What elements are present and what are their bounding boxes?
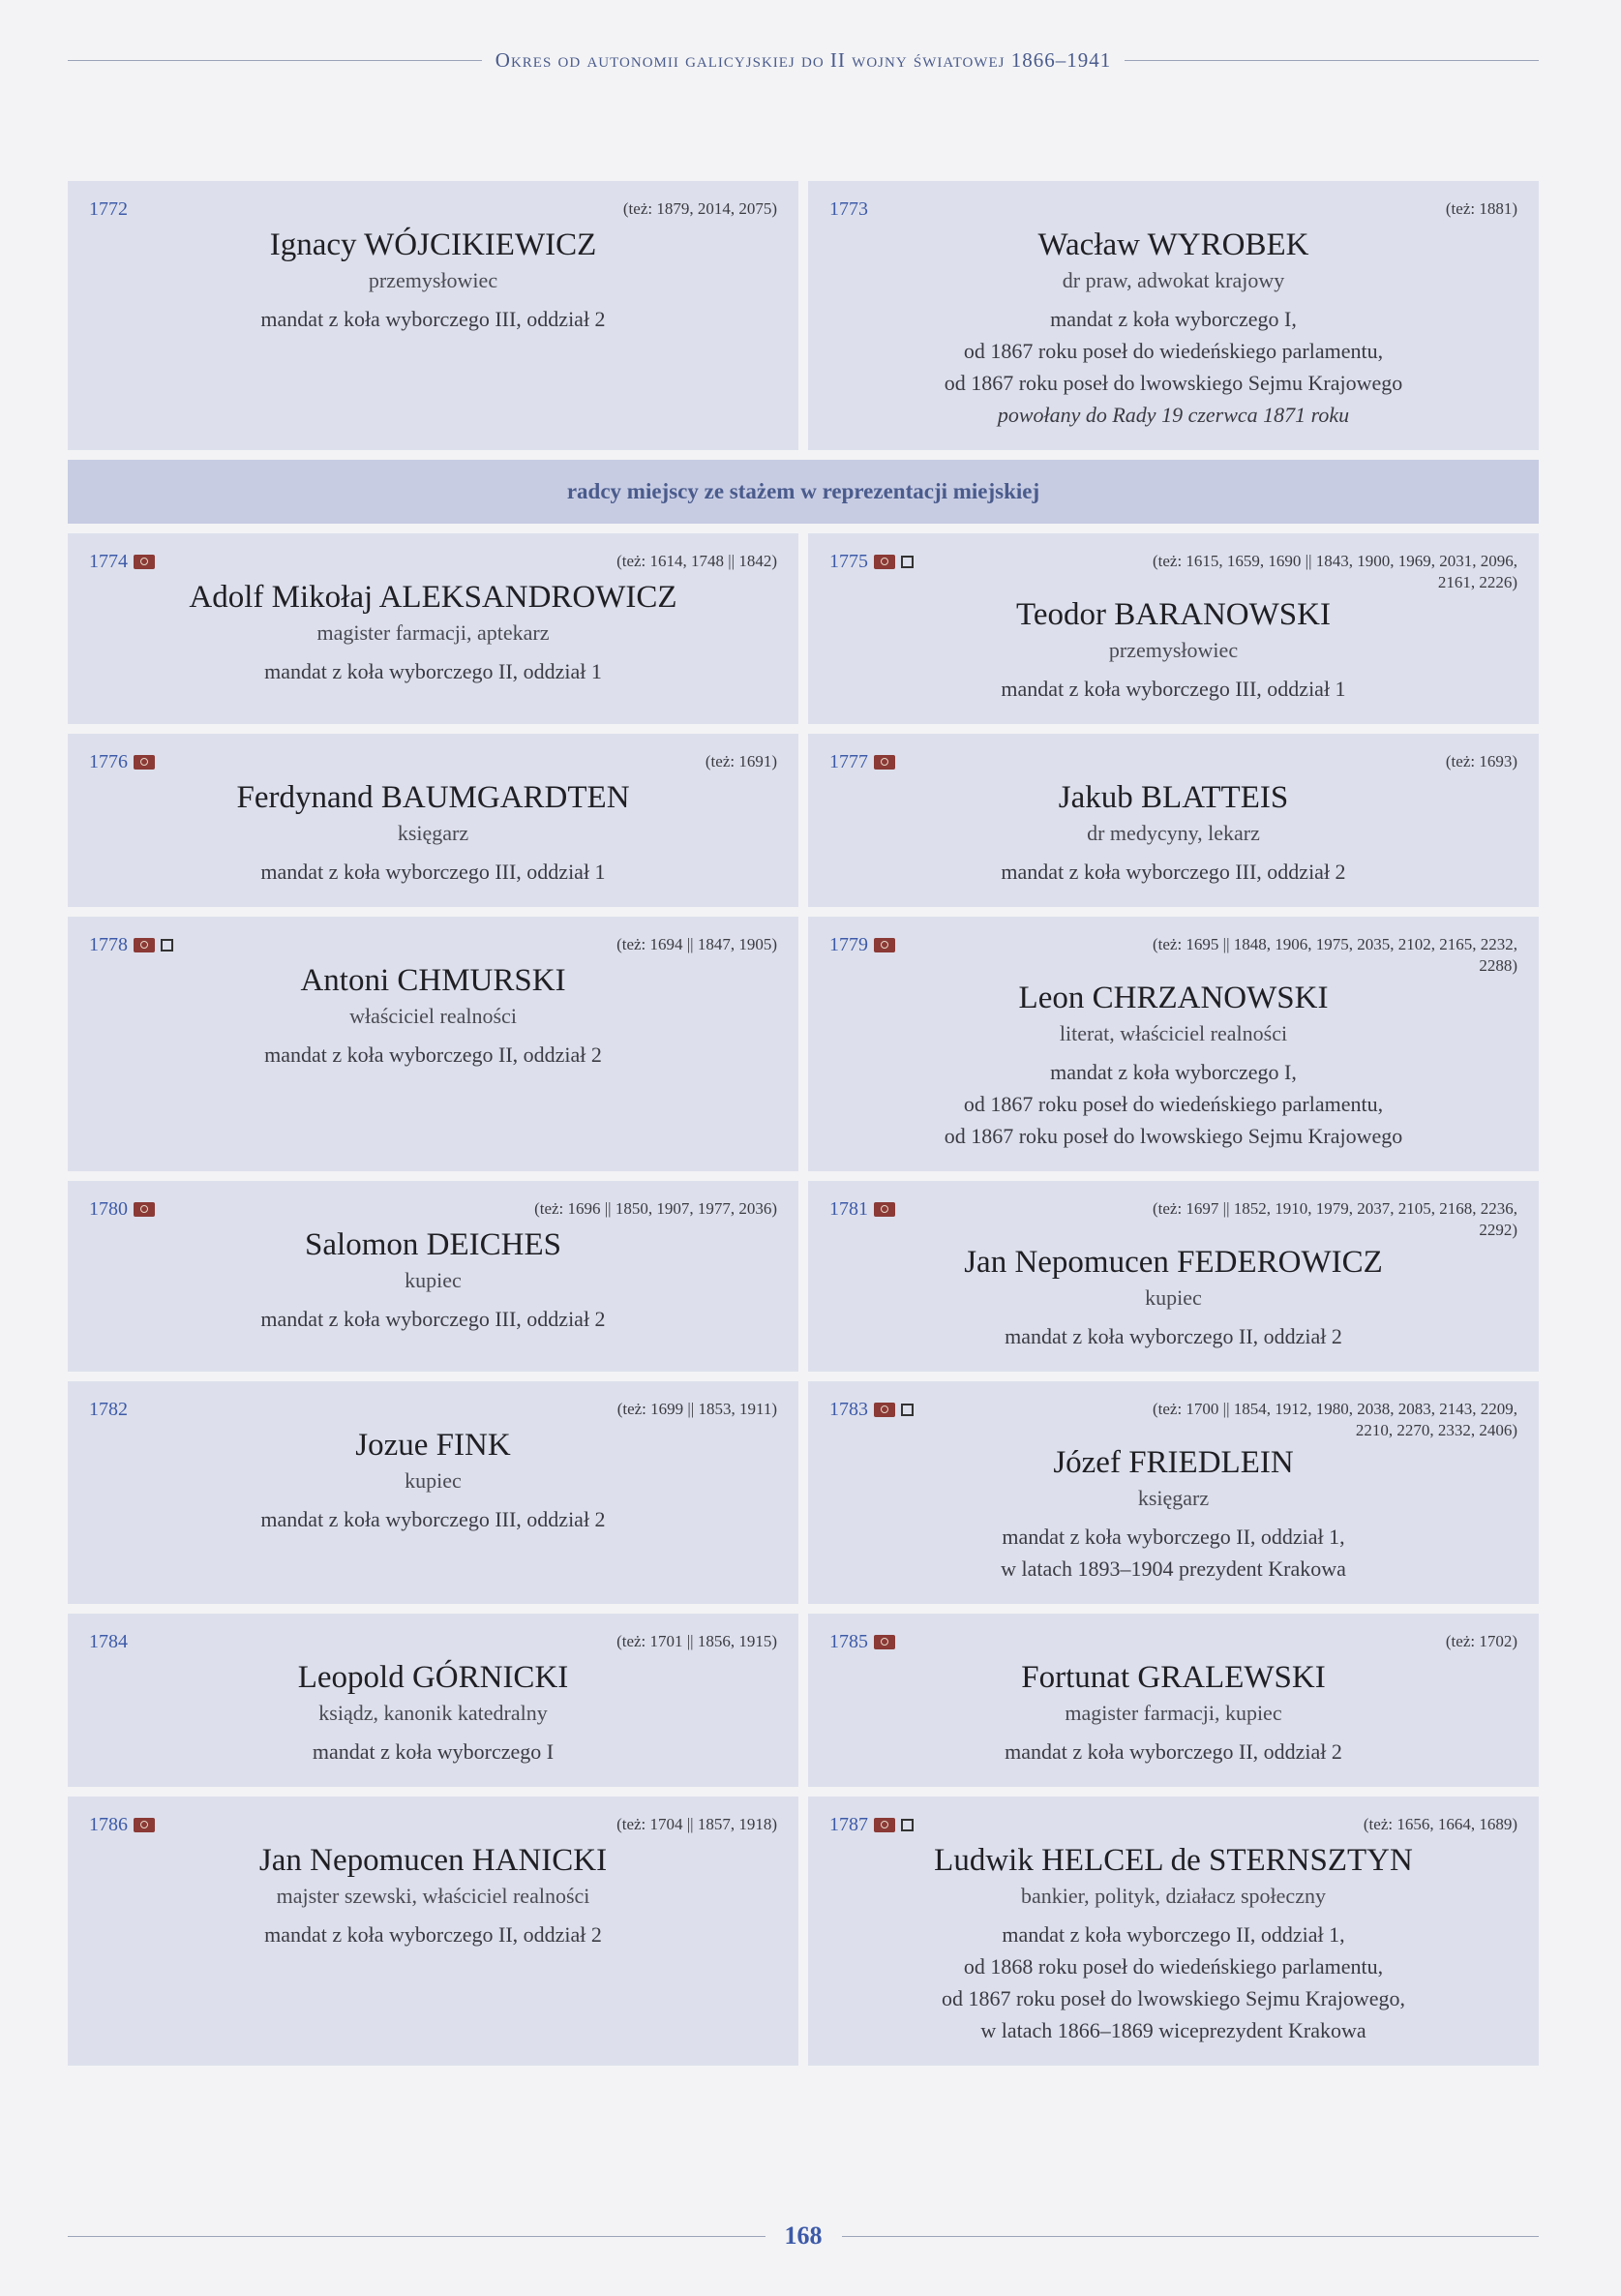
section-title: radcy miejscy ze stażem w reprezentacji miejskiej bbox=[68, 460, 1539, 524]
mandate-line: mandat z koła wyborczego III, oddział 1 bbox=[260, 860, 606, 884]
entry-number-group bbox=[829, 1814, 914, 1836]
person-name: Leopold GÓRNICKI bbox=[297, 1660, 569, 1696]
mandate-line: mandat z koła wyborczego II, oddział 2 bbox=[1005, 1739, 1342, 1765]
mandate-line: mandat z koła wyborczego II, oddział 1, bbox=[1002, 1922, 1345, 1948]
entry-row bbox=[68, 734, 1539, 907]
mandate-line: od 1867 roku poseł do wiedeńskiego parlamentu, bbox=[963, 338, 1384, 363]
mandate-block bbox=[89, 1303, 777, 1335]
entry-card bbox=[68, 734, 798, 907]
entry-number-group bbox=[829, 551, 914, 573]
camera-icon bbox=[874, 938, 895, 952]
person-name: Jan Nepomucen HANICKI bbox=[258, 1843, 608, 1879]
entry-number-group bbox=[89, 1631, 128, 1653]
mandate-line: mandat z koła wyborczego II, oddział 2 bbox=[264, 1042, 602, 1067]
entry-header bbox=[89, 934, 777, 959]
mandate-block bbox=[89, 655, 777, 687]
entry-header bbox=[89, 751, 777, 776]
entry-card bbox=[808, 1797, 1539, 2066]
entry-card bbox=[68, 1797, 798, 2066]
entry-number-group bbox=[829, 198, 868, 221]
checkbox-square-icon bbox=[901, 1819, 914, 1831]
cross-reference: (też: 1615, 1659, 1690 || 1843, 1900, 1969, 2031, 2096, 2161, 2226) bbox=[1152, 551, 1517, 592]
mandate-block bbox=[89, 303, 777, 335]
entry-number-group bbox=[89, 551, 155, 573]
entry-card bbox=[808, 1614, 1539, 1787]
running-header bbox=[68, 41, 1539, 79]
occupation: majster szewski, właściciel realności bbox=[276, 1884, 590, 1909]
cross-reference: (też: 1695 || 1848, 1906, 1975, 2035, 2102, 2165, 2232, 2288) bbox=[1152, 935, 1517, 976]
entry-number: 1785 bbox=[829, 1631, 868, 1653]
entry-card bbox=[808, 1181, 1539, 1372]
camera-icon bbox=[874, 1818, 895, 1832]
entry-card bbox=[68, 533, 798, 724]
entry-header bbox=[829, 1814, 1517, 1839]
camera-icon bbox=[134, 755, 155, 770]
mandate-block bbox=[829, 1918, 1517, 2046]
occupation: literat, właściciel realności bbox=[1059, 1021, 1288, 1046]
entry-header bbox=[89, 551, 777, 576]
mandate-line: mandat z koła wyborczego III, oddział 2 bbox=[1001, 860, 1346, 884]
camera-icon bbox=[874, 1635, 895, 1649]
person-name: Fortunat GRALEWSKI bbox=[1021, 1660, 1326, 1696]
mandate-line: mandat z koła wyborczego I, bbox=[1050, 1060, 1297, 1085]
entry-card bbox=[68, 1614, 798, 1787]
entry-header bbox=[829, 1399, 1517, 1441]
entry-number: 1776 bbox=[89, 751, 128, 773]
entry-row bbox=[68, 1614, 1539, 1787]
person-name: Salomon DEICHES bbox=[305, 1227, 561, 1263]
entry-number-group bbox=[89, 198, 128, 221]
mandate-line: mandat z koła wyborczego I, bbox=[1050, 306, 1297, 331]
person-name: Józef FRIEDLEIN bbox=[1053, 1445, 1294, 1481]
entry-card bbox=[68, 917, 798, 1171]
occupation: kupiec bbox=[405, 1468, 462, 1494]
cross-reference: (też: 1691) bbox=[705, 752, 777, 771]
entry-rows bbox=[68, 533, 1539, 2066]
mandate-line: mandat z koła wyborczego II, oddział 2 bbox=[1005, 1324, 1342, 1349]
mandate-line: od 1868 roku poseł do wiedeńskiego parlamentu, bbox=[963, 1954, 1384, 1979]
mandate-block bbox=[829, 673, 1517, 705]
cross-reference: (też: 1704 || 1857, 1918) bbox=[616, 1815, 777, 1834]
entry-header bbox=[89, 1399, 777, 1424]
entry-card bbox=[808, 533, 1539, 724]
entry-card bbox=[68, 181, 798, 450]
entry-number-group bbox=[829, 1198, 895, 1221]
entry-header bbox=[89, 1814, 777, 1839]
header-rule-left bbox=[68, 60, 482, 61]
camera-icon bbox=[874, 1202, 895, 1217]
cross-reference: (też: 1694 || 1847, 1905) bbox=[616, 935, 777, 953]
mandate-block bbox=[829, 856, 1517, 888]
cross-reference: (też: 1697 || 1852, 1910, 1979, 2037, 2105, 2168, 2236, 2292) bbox=[1152, 1199, 1517, 1240]
entry-header bbox=[89, 1198, 777, 1224]
entry-number: 1778 bbox=[89, 934, 128, 955]
person-name: Jozue FINK bbox=[355, 1428, 511, 1464]
cross-reference: (też: 1881) bbox=[1445, 199, 1517, 218]
mandate-block bbox=[829, 1736, 1517, 1767]
entry-header bbox=[89, 1631, 777, 1656]
camera-icon bbox=[874, 555, 895, 569]
entry-number: 1779 bbox=[829, 934, 868, 955]
person-name: Teodor BARANOWSKI bbox=[1016, 597, 1331, 633]
entry-header bbox=[829, 198, 1517, 224]
camera-icon bbox=[134, 938, 155, 952]
mandate-line: od 1867 roku poseł do lwowskiego Sejmu Krajowego bbox=[944, 370, 1403, 395]
person-name: Ignacy WÓJCIKIEWICZ bbox=[269, 227, 597, 262]
entry-number: 1786 bbox=[89, 1814, 128, 1836]
entry-number: 1787 bbox=[829, 1814, 868, 1836]
mandate-block bbox=[829, 1320, 1517, 1352]
entry-number: 1782 bbox=[89, 1399, 128, 1421]
cross-reference: (też: 1696 || 1850, 1907, 1977, 2036) bbox=[534, 1199, 777, 1219]
entry-number: 1773 bbox=[829, 198, 868, 220]
mandate-line: mandat z koła wyborczego III, oddział 2 bbox=[260, 1507, 606, 1532]
checkbox-square-icon bbox=[901, 556, 914, 568]
entry-number-group bbox=[89, 1814, 155, 1836]
entry-header bbox=[829, 1198, 1517, 1241]
mandate-line: mandat z koła wyborczego I bbox=[312, 1739, 555, 1765]
mandate-block bbox=[89, 1039, 777, 1071]
entry-number-group bbox=[829, 934, 895, 956]
mandate-block bbox=[89, 1918, 777, 1950]
entry-number: 1784 bbox=[89, 1631, 128, 1653]
mandate-block bbox=[829, 1521, 1517, 1585]
entry-number-group bbox=[89, 934, 173, 956]
entry-number: 1772 bbox=[89, 198, 128, 220]
occupation: przemysłowiec bbox=[1108, 638, 1239, 663]
entry-row bbox=[68, 1381, 1539, 1604]
entry-card bbox=[808, 917, 1539, 1171]
occupation: magister farmacji, kupiec bbox=[1065, 1701, 1282, 1726]
entry-card bbox=[68, 1381, 798, 1604]
entry-header bbox=[829, 934, 1517, 977]
checkbox-square-icon bbox=[161, 939, 173, 952]
mandate-block bbox=[89, 856, 777, 888]
person-name: Jan Nepomucen FEDEROWICZ bbox=[964, 1245, 1383, 1281]
entry-card bbox=[808, 1381, 1539, 1604]
checkbox-square-icon bbox=[901, 1404, 914, 1416]
person-name: Antoni CHMURSKI bbox=[300, 963, 566, 998]
mandate-line: mandat z koła wyborczego II, oddział 1, bbox=[1002, 1525, 1345, 1550]
occupation: kupiec bbox=[405, 1268, 462, 1293]
occupation: dr medycyny, lekarz bbox=[1087, 821, 1260, 845]
camera-icon bbox=[134, 1202, 155, 1217]
entry-header bbox=[829, 551, 1517, 593]
person-name: Ludwik HELCEL de STERNSZTYN bbox=[934, 1843, 1413, 1879]
mandate-block bbox=[89, 1503, 777, 1535]
mandate-line: od 1867 roku poseł do wiedeńskiego parlamentu, bbox=[963, 1092, 1384, 1117]
person-name: Wacław WYROBEK bbox=[1037, 227, 1309, 262]
cross-reference: (też: 1693) bbox=[1445, 752, 1517, 771]
entry-number-group bbox=[829, 751, 895, 773]
person-name: Ferdynand BAUMGARDTEN bbox=[236, 780, 630, 816]
entry-card bbox=[808, 181, 1539, 450]
page-number: 168 bbox=[784, 2221, 823, 2250]
cross-reference: (też: 1701 || 1856, 1915) bbox=[616, 1632, 777, 1651]
mandate-line: mandat z koła wyborczego III, oddział 2 bbox=[260, 1307, 606, 1332]
entry-number: 1780 bbox=[89, 1198, 128, 1221]
mandate-line: mandat z koła wyborczego II, oddział 2 bbox=[264, 1922, 602, 1948]
cross-reference: (też: 1879, 2014, 2075) bbox=[622, 199, 777, 218]
top-row bbox=[68, 181, 1539, 450]
entry-number-group bbox=[89, 1399, 128, 1421]
person-name: Jakub BLATTEIS bbox=[1058, 780, 1289, 816]
entry-header bbox=[829, 1631, 1517, 1656]
page-footer bbox=[68, 2217, 1539, 2255]
entry-row bbox=[68, 533, 1539, 724]
mandate-line: w latach 1866–1869 wiceprezydent Krakowa bbox=[980, 2018, 1366, 2043]
mandate-block bbox=[829, 1056, 1517, 1152]
entry-number: 1781 bbox=[829, 1198, 868, 1221]
cross-reference: (też: 1699 || 1853, 1911) bbox=[616, 1400, 777, 1419]
entry-row bbox=[68, 1181, 1539, 1372]
entry-header bbox=[829, 751, 1517, 776]
occupation: księgarz bbox=[1137, 1486, 1210, 1511]
mandate-line: od 1867 roku poseł do lwowskiego Sejmu Krajowego bbox=[944, 1124, 1403, 1149]
entry-card bbox=[808, 734, 1539, 907]
occupation: magister farmacji, aptekarz bbox=[316, 619, 550, 645]
appointment-note: powołany do Rady 19 czerwca 1871 roku bbox=[997, 402, 1350, 427]
mandate-block bbox=[89, 1736, 777, 1767]
occupation: dr praw, adwokat krajowy bbox=[1062, 267, 1285, 292]
header-rule-right bbox=[1125, 60, 1539, 61]
cross-reference: (też: 1614, 1748 || 1842) bbox=[616, 551, 777, 570]
camera-icon bbox=[134, 555, 155, 569]
occupation: księgarz bbox=[397, 821, 469, 845]
entries-grid bbox=[68, 181, 1539, 2075]
person-name: Adolf Mikołaj ALEKSANDROWICZ bbox=[189, 579, 677, 615]
footer-rule-left bbox=[68, 2236, 765, 2237]
entry-number: 1777 bbox=[829, 751, 868, 773]
entry-number: 1775 bbox=[829, 550, 868, 572]
entry-number-group bbox=[89, 1198, 155, 1221]
mandate-line: mandat z koła wyborczego III, oddział 1 bbox=[1001, 677, 1346, 702]
camera-icon bbox=[874, 1403, 895, 1417]
mandate-line: w latach 1893–1904 prezydent Krakowa bbox=[1001, 1556, 1346, 1582]
occupation: przemysłowiec bbox=[368, 267, 498, 292]
entry-row bbox=[68, 1797, 1539, 2066]
cross-reference: (też: 1700 || 1854, 1912, 1980, 2038, 2083, 2143, 2209, 2210, 2270, 2332, 2406) bbox=[1152, 1400, 1517, 1440]
camera-icon bbox=[134, 1818, 155, 1832]
running-header-title: Okres od autonomii galicyjskiej do II wojny światowej 1866–1941 bbox=[495, 47, 1112, 72]
occupation: właściciel realności bbox=[349, 1003, 517, 1028]
cross-reference: (też: 1702) bbox=[1445, 1632, 1517, 1651]
occupation: kupiec bbox=[1145, 1285, 1202, 1311]
entry-card bbox=[68, 1181, 798, 1372]
mandate-block bbox=[829, 303, 1517, 431]
entry-number: 1774 bbox=[89, 550, 128, 572]
entry-number: 1783 bbox=[829, 1399, 868, 1421]
footer-rule-right bbox=[842, 2236, 1540, 2237]
mandate-line: mandat z koła wyborczego II, oddział 1 bbox=[264, 658, 602, 683]
person-name: Leon CHRZANOWSKI bbox=[1018, 981, 1329, 1016]
camera-icon bbox=[874, 755, 895, 770]
entry-number-group bbox=[829, 1631, 895, 1653]
mandate-line: od 1867 roku poseł do lwowskiego Sejmu Krajowego, bbox=[941, 1986, 1406, 2011]
entry-header bbox=[89, 198, 777, 224]
entry-number-group bbox=[89, 751, 155, 773]
occupation: ksiądz, kanonik katedralny bbox=[318, 1701, 548, 1726]
entry-number-group bbox=[829, 1399, 914, 1421]
cross-reference: (też: 1656, 1664, 1689) bbox=[1363, 1815, 1517, 1834]
entry-row bbox=[68, 917, 1539, 1171]
mandate-line: mandat z koła wyborczego III, oddział 2 bbox=[260, 306, 606, 331]
occupation: bankier, polityk, działacz społeczny bbox=[1021, 1884, 1326, 1909]
